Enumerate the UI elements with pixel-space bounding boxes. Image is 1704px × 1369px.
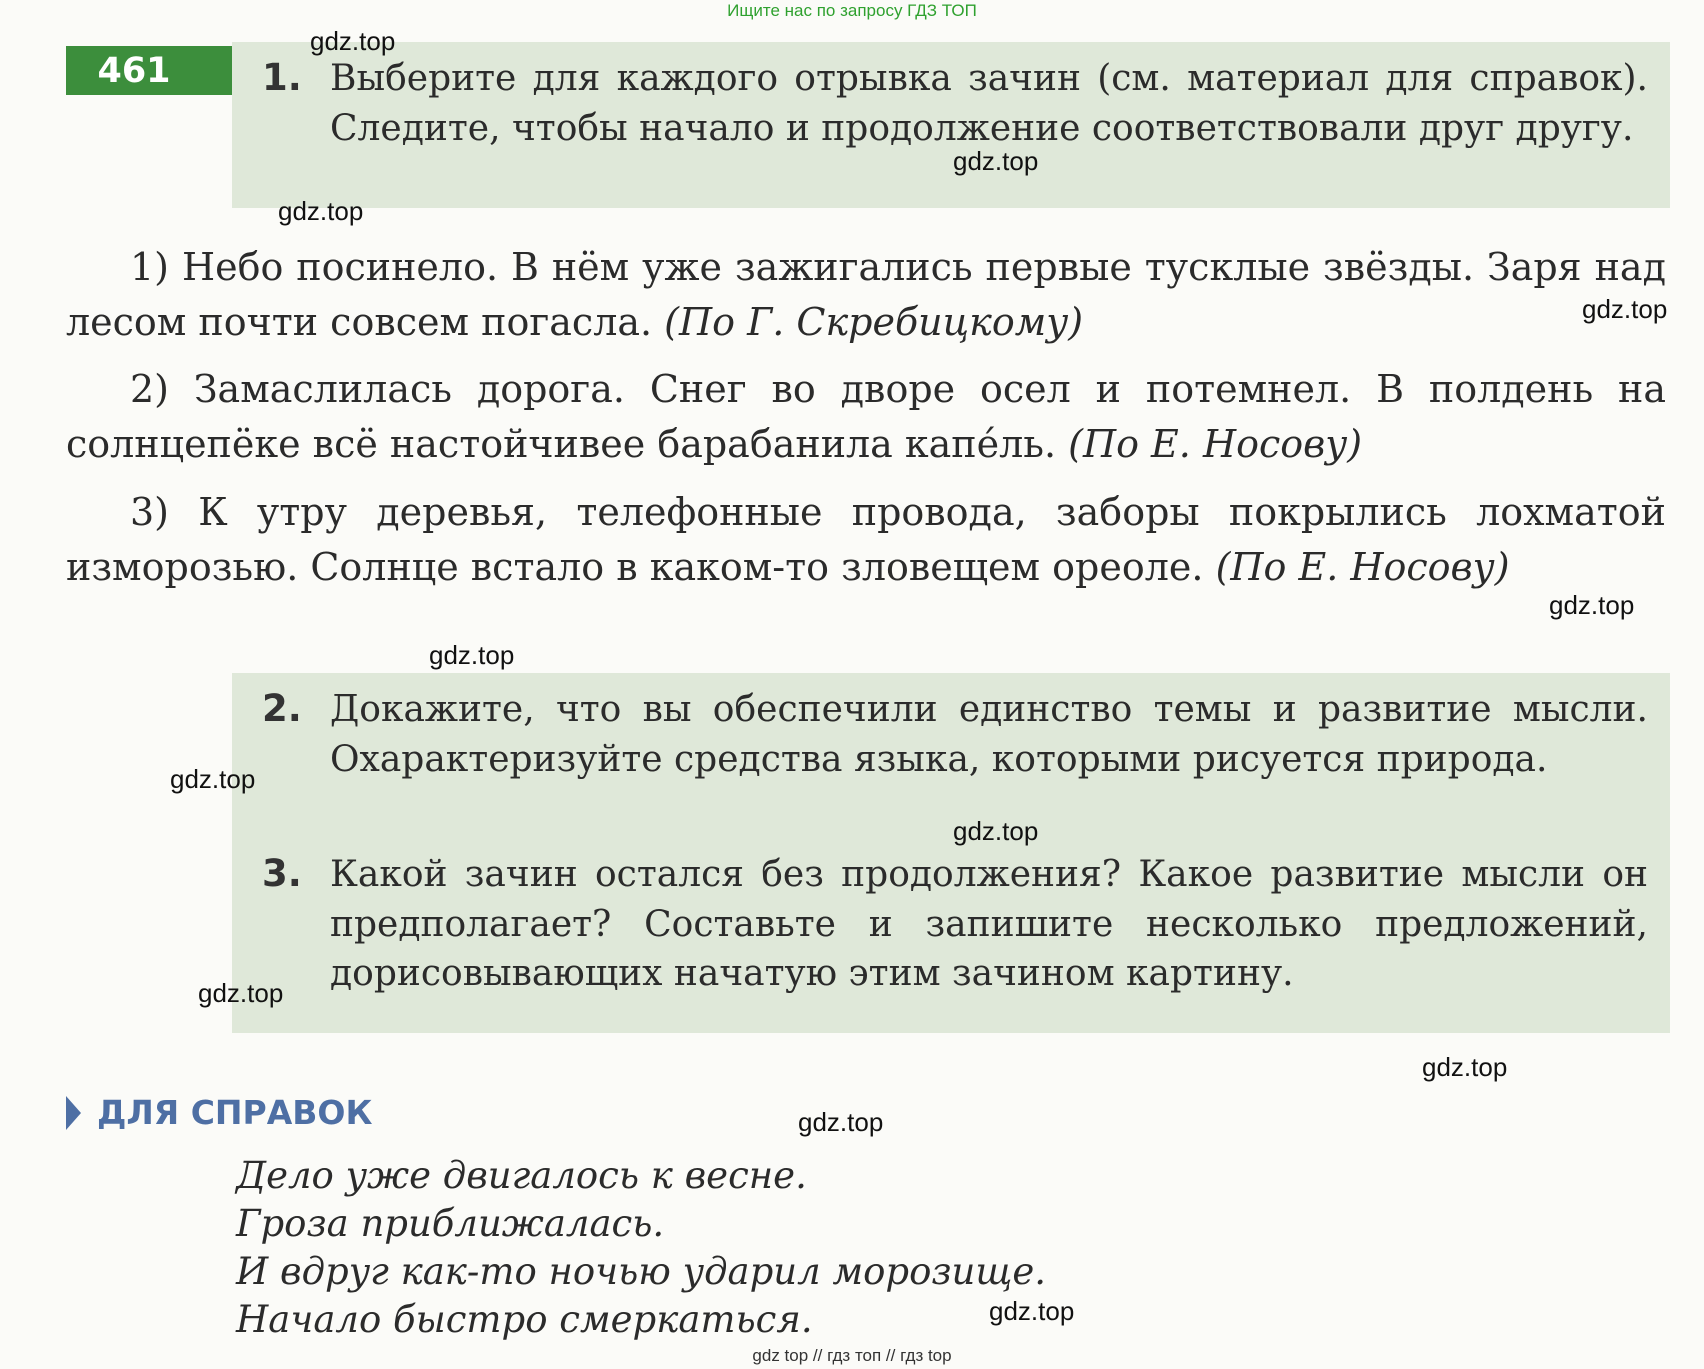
watermark: gdz.top bbox=[198, 978, 284, 1008]
arrow-right-icon bbox=[66, 1096, 81, 1130]
excerpt-3 bbox=[66, 485, 1666, 595]
excerpt-2 bbox=[66, 362, 1666, 472]
reference-line-1: Дело уже двигалось к весне. bbox=[236, 1154, 807, 1197]
task2-text: Докажите, что вы обеспечили единство темы и развитие мысли. Охарактеризуйте средства языка, которыми рисуется природа. bbox=[330, 689, 1648, 780]
excerpt-1-author: (По Г. Скребицкому) bbox=[664, 300, 1084, 344]
reference-line-3: И вдруг как-то ночью ударил морозище. bbox=[236, 1250, 1047, 1293]
task3-text: Какой зачин остался без продолжения? Какое развитие мысли он предполагает? Составьте и запишите несколько предложений, дорисовывающих начатую этим зачином картину. bbox=[330, 854, 1648, 994]
excerpt-2-text: 2) Замаслилась дорога. Снег во дворе осел и потемнел. В полдень на солнцепёке всё настойчивее барабанила капе́ль. bbox=[66, 367, 1666, 466]
watermark: gdz.top bbox=[989, 1296, 1075, 1326]
watermark: gdz.top bbox=[1422, 1052, 1508, 1082]
reference-line-4: Начало быстро смеркаться. bbox=[236, 1298, 813, 1341]
watermark: gdz.top bbox=[1582, 294, 1668, 324]
exercise-number: 461 bbox=[66, 46, 232, 95]
task1-text: Выберите для каждого отрывка зачин (см. материал для справок). Следите, чтобы начало и продолжение соответствовали друг другу. bbox=[330, 58, 1648, 149]
watermark: gdz.top bbox=[953, 146, 1039, 176]
watermark: gdz.top bbox=[953, 816, 1039, 846]
watermark: gdz.top bbox=[310, 26, 396, 56]
excerpt-3-text: 3) К утру деревья, телефонные провода, заборы покрылись лохматой изморозью. Солнце встало в каком-то зловещем ореоле. bbox=[66, 490, 1666, 589]
top-banner: Ищите нас по запросу ГДЗ ТОП bbox=[727, 1, 977, 20]
watermark: gdz.top bbox=[798, 1107, 884, 1137]
excerpt-1-text: 1) Небо посинело. В нём уже зажигались первые тусклые звёзды. Заря над лесом почти совсем погасла. bbox=[66, 245, 1666, 344]
reference-heading bbox=[66, 1093, 372, 1132]
reference-line-2: Гроза приближалась. bbox=[236, 1202, 665, 1245]
task3-number: 3. bbox=[262, 852, 302, 895]
watermark: gdz.top bbox=[278, 196, 364, 226]
excerpt-3-author: (По Е. Носову) bbox=[1215, 545, 1510, 589]
excerpt-1 bbox=[66, 240, 1666, 350]
watermark: gdz.top bbox=[170, 764, 256, 794]
reference-heading-text: ДЛЯ СПРАВОК bbox=[97, 1093, 373, 1132]
task2-number: 2. bbox=[262, 687, 302, 730]
task1-number: 1. bbox=[262, 56, 302, 99]
bottom-banner: gdz top // гдз топ // гдз top bbox=[752, 1346, 952, 1365]
watermark: gdz.top bbox=[1549, 590, 1635, 620]
watermark: gdz.top bbox=[429, 640, 515, 670]
excerpt-2-author: (По Е. Носову) bbox=[1068, 422, 1363, 466]
